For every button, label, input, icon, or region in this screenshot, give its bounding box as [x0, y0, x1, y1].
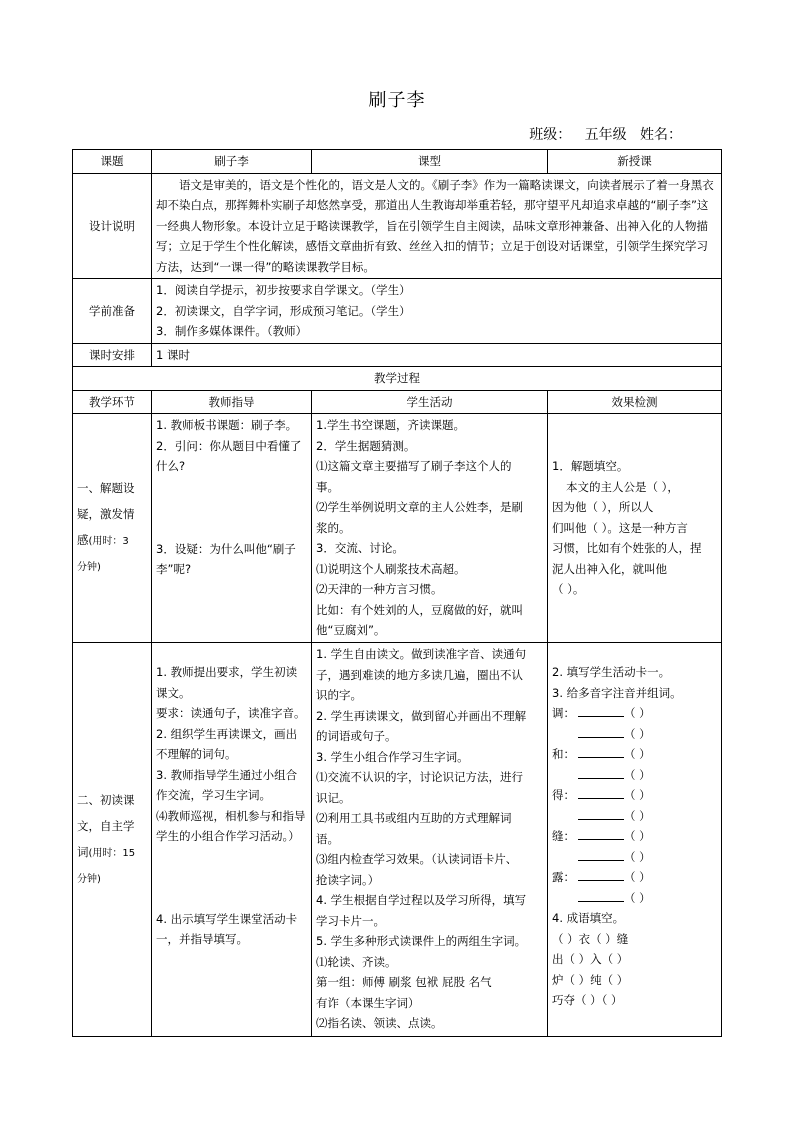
polyphone-char: 露： — [552, 870, 575, 884]
col-check: 效果检测 — [548, 390, 722, 414]
pinyin-paren: （ ） — [624, 788, 651, 802]
polyphone-char: 和： — [552, 747, 575, 761]
idiom-item: 巧夺（ ）（ ） — [552, 993, 623, 1007]
polyphone-list — [552, 703, 717, 908]
answer-blank — [578, 745, 624, 758]
polyphone-row — [552, 703, 717, 724]
polyphone-char: 缝： — [552, 829, 575, 843]
pinyin-paren: （ ） — [624, 767, 651, 782]
polyphone-row — [552, 847, 717, 868]
grade-value: 五年级 — [584, 127, 627, 143]
idiom-item: 出（ ）入（ ） — [552, 952, 629, 966]
answer-blank — [578, 786, 624, 799]
lesson-plan-table — [72, 149, 722, 1037]
answer-blank — [578, 725, 624, 738]
process-header-row — [73, 390, 722, 414]
process-title: 教学过程 — [73, 367, 722, 391]
answer-blank — [578, 827, 624, 840]
design-label: 设计说明 — [73, 173, 152, 279]
polyphone-row — [552, 867, 717, 888]
stage1-student: 1.学生书空课题，齐读课题。 2．学生据题猜测。 ⑴这篇文章主要描写了刷子李这个人的 事。 ⑵学生举例说明文章的主人公姓李，是刷 浆的。 3．交流、讨论。 ⑴说明这个人刷浆技术高超。 ⑵天津的一种方言习惯。 比如：有个姓刘的人，豆腐做的好，就叫 他“豆腐刘”。 — [312, 414, 548, 643]
col-teacher: 教师指导 — [152, 390, 312, 414]
class-label: 班级： — [529, 127, 572, 143]
process-title-row — [73, 367, 722, 391]
prep-item: 3．制作多媒体课件。（教师） — [156, 324, 308, 338]
header-type-value: 新授课 — [548, 150, 722, 174]
answer-blank — [578, 848, 624, 861]
header-row — [73, 150, 722, 174]
polyphone-row — [552, 724, 717, 745]
class-info-line — [529, 124, 682, 144]
stage2-check: 2. 填写学生活动卡一。 3. 给多音字注音并组词。 调： （ ） （ ） 和： （ ） （ ） 得： （ ） （ ） 缝： （ ） （ ） 露： （ ） （ ） 4. 成语填空。 （ ）衣（ ）缝 出（ ）入（ ） 炉（ ）纯（ ） 巧夺（ ）（ ） — [548, 643, 722, 1037]
polyphone-row — [552, 888, 717, 909]
answer-blank — [578, 704, 624, 717]
pinyin-paren: （ ） — [624, 726, 651, 741]
header-type-label: 课型 — [312, 150, 548, 174]
stage2-student: 1. 学生自由读文。做到读准字音、读通句 子，遇到难读的地方多读几遍，圈出不认 识的字。 2. 学生再读课文，做到留心并画出不理解 的词语或句子。 3. 学生小组合作学习生字词。 ⑴交流不认识的字，讨论识记方法，进行 识记。 ⑵利用工具书或组内互助的方式理解词 语。 ⑶组内检查学习效果。（认读词语卡片、 抢读字词。） 4. 学生根据自学过程以及学习所得，填写 学习卡片一。 5. 学生多种形式读课件上的两组生字词。 ⑴轮读、齐读。 第一组：师傅 刷浆 包袱 屁股 名气 有诈（本课生字词） ⑵指名读、领读、点读。 — [312, 643, 548, 1037]
stage1-teacher: 1. 教师板书课题：刷子李。 2．引问：你从题目中看懂了 什么? 3．设疑：为什么叫他“刷子 李”呢? — [152, 414, 312, 643]
answer-blank — [578, 889, 624, 902]
name-label: 姓名： — [640, 127, 682, 143]
stage2-row — [73, 643, 722, 1037]
design-row — [73, 173, 722, 279]
prep-item: 2．初读课文，自学字词，形成预习笔记。（学生） — [156, 303, 411, 318]
pinyin-paren: （ ） — [624, 870, 651, 884]
stage2-teacher: 1. 教师提出要求，学生初读 课文。 要求：读通句子，读准字音。 2. 组织学生再读课文，画出 不理解的词句。 3. 教师指导学生通过小组合 作交流，学习生字词。 ⑷教师巡视，相机参与和指导 学生的小组合作学习活动。） 4. 出示填写学生课堂活动卡 一，并指导填写。 — [152, 643, 312, 1037]
answer-blank — [578, 766, 624, 779]
schedule-row — [73, 343, 722, 367]
polyphone-row — [552, 744, 717, 765]
polyphone-row — [552, 826, 717, 847]
col-student: 学生活动 — [312, 390, 548, 414]
prep-row — [73, 279, 722, 344]
col-stage: 教学环节 — [73, 390, 152, 414]
design-text: 语文是审美的，语文是个性化的，语文是人文的。《刷子李》作为一篇略读课文，向读者展示了着一身黑衣却不染白点，那挥舞朴实刷子却悠然享受，那道出人生教诲却举重若轻，那守望平凡却追求卓越的“刷子李”这一经典人物形象。本设计立足于略读课教学，旨在引领学生自主阅读，品味文章形神兼备、出神入化的人物描写；立足于学生个性化解读，感悟文章曲折有致、丝丝入扣的情节；立足于创设对话课堂，引领学生探究学习方法，达到“一课一得”的略读课教学目标。 — [156, 177, 714, 274]
header-topic-label: 课题 — [73, 150, 152, 174]
stage1-name: 一、解题设 疑，激发情 感(用时：3 分钟) — [73, 414, 152, 643]
polyphone-char: 得： — [552, 788, 575, 802]
idiom-item: 炉（ ）纯（ ） — [552, 972, 629, 987]
prep-item: 1．阅读自学提示，初步按要求自学课文。（学生） — [156, 283, 411, 297]
pinyin-paren: （ ） — [624, 849, 651, 864]
polyphone-row — [552, 785, 717, 806]
answer-blank — [578, 868, 624, 881]
stage2-name: 二、初读课 文，自主学 词(用时：15 分钟) — [73, 643, 152, 1037]
pinyin-paren: （ ） — [624, 808, 651, 823]
document-title: 刷子李 — [368, 90, 426, 111]
pinyin-paren: （ ） — [624, 747, 651, 761]
idiom-item: （ ）衣（ ）缝 — [552, 931, 629, 946]
polyphone-row — [552, 765, 717, 786]
stage1-row — [73, 414, 722, 643]
schedule-value: 1 课时 — [152, 343, 722, 367]
prep-label: 学前准备 — [73, 279, 152, 344]
polyphone-char: 调： — [552, 706, 575, 720]
stage1-check: 1．解题填空。 本文的主人公是（ ）， 因为他（ ），所以人 们叫他（ ）。这是一种方言 习惯，比如有个姓张的人，捏 泥人出神入化，就叫他 （ ）。 — [548, 414, 722, 643]
pinyin-paren: （ ） — [624, 890, 651, 905]
pinyin-paren: （ ） — [624, 829, 651, 843]
pinyin-paren: （ ） — [624, 706, 651, 720]
polyphone-row — [552, 806, 717, 827]
schedule-label: 课时安排 — [73, 343, 152, 367]
answer-blank — [578, 807, 624, 820]
header-topic-value: 刷子李 — [152, 150, 312, 174]
